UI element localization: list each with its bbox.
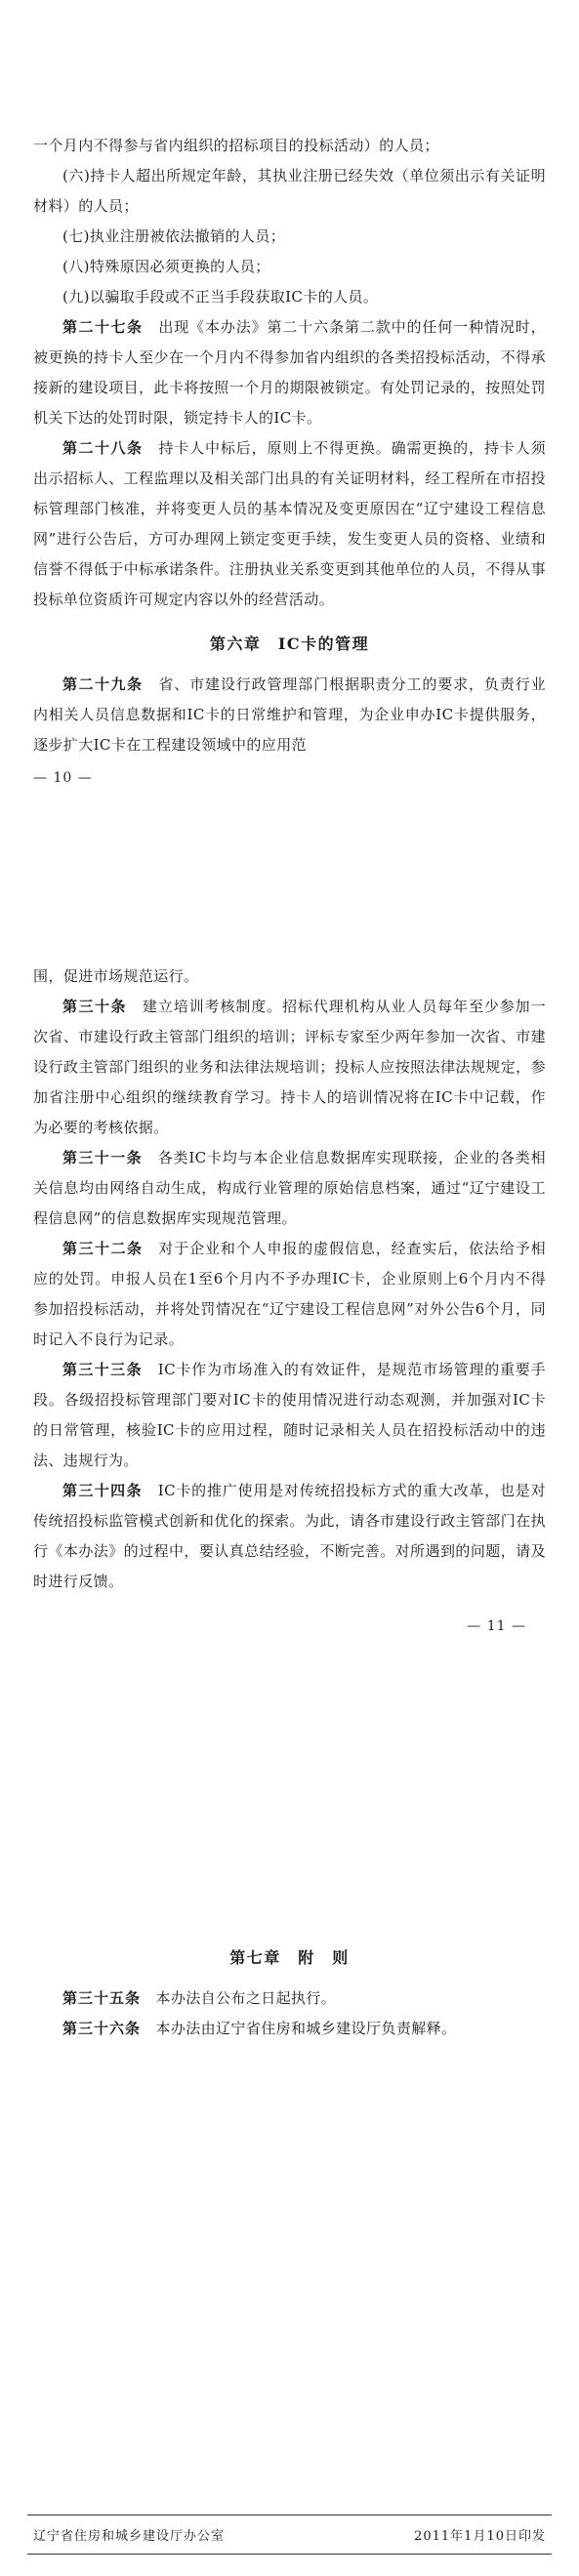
article-29-text: 省、市建设行政管理部门根据职责分工的要求，负责行业内相关人员信息数据和IC卡的日常维护和管理，为企业申办IC卡提供服务，逐步扩大IC卡在工程建设领域中的应用范 bbox=[33, 675, 546, 754]
issuing-office: 辽宁省住房和城乡建设厅办公室 bbox=[33, 2529, 226, 2544]
article-35 bbox=[33, 1983, 546, 2014]
list-item-9: (九)以骗取手段或不正当手段获取IC卡的人员。 bbox=[62, 288, 379, 306]
list-item-8: (八)特殊原因必须更换的人员； bbox=[62, 258, 270, 275]
list-item-7: (七)执业注册被依法撤销的人员； bbox=[62, 227, 286, 245]
article-36-number: 第三十六条 bbox=[62, 2020, 142, 2037]
article-33-number: 第三十三条 bbox=[62, 1361, 143, 1378]
article-32-number: 第三十二条 bbox=[62, 1240, 144, 1257]
document-page-11 bbox=[0, 847, 579, 1719]
issue-date: 2011年1月10日印发 bbox=[414, 2529, 546, 2544]
article-30-number: 第三十条 bbox=[62, 998, 128, 1015]
article-32-text: 对于企业和个人申报的虚假信息，经查实后，依法给予相应的处罚。申报人员在1至6个月内不予办理IC卡，企业原则上6个月内不得参加招投标活动，并将处罚情况在“辽宁建设工程信息网”对外公告6个月，同时记入不良行为记录。 bbox=[33, 1240, 546, 1348]
article-31-text: 各类IC卡均与本企业信息数据库实现联接，企业的各类相关信息均由网络自动生成，构成行业管理的原始信息档案，通过“辽宁建设工程信息网”的信息数据库实现规范管理。 bbox=[33, 1149, 546, 1227]
article-29 bbox=[33, 670, 546, 760]
article-29-number: 第二十九条 bbox=[62, 675, 144, 693]
article-34-number: 第三十四条 bbox=[62, 1482, 143, 1499]
page-number: — 11 — bbox=[467, 1618, 526, 1634]
paragraph-continued: 围，促进市场规范运行。 bbox=[33, 967, 199, 985]
article-34 bbox=[33, 1476, 546, 1597]
article-36 bbox=[33, 2014, 546, 2044]
list-item-6: (六)持卡人超出所规定年龄，其执业注册已经失效（单位须出示有关证明材料）的人员； bbox=[33, 167, 546, 215]
article-31-number: 第三十一条 bbox=[62, 1149, 143, 1166]
article-36-text: 本办法由辽宁省住房和城乡建设厅负责解释。 bbox=[141, 2020, 457, 2037]
document-page-10 bbox=[0, 0, 579, 847]
paragraph-continued: 一个月内不得参与省内组织的招标项目的投标活动）的人员； bbox=[33, 137, 439, 154]
article-33 bbox=[33, 1355, 546, 1476]
article-27-text: 出现《本办法》第二十六条第二款中的任何一种情况时，被更换的持卡人至少在一个月内不得参加省内组织的各类招投标活动，不得承接新的建设项目，此卡将按照一个月的期限被锁定。有处罚记录的，按照处罚机关下达的处罚时限，锁定持卡人的IC卡。 bbox=[33, 318, 546, 427]
article-31 bbox=[33, 1143, 546, 1234]
page-number: — 10 — bbox=[33, 770, 93, 786]
issuance-footer bbox=[33, 2527, 546, 2547]
footer-bottom-rule bbox=[27, 2554, 552, 2555]
chapter-6-heading: 第六章 IC卡的管理 bbox=[209, 634, 370, 653]
article-33-text: IC卡作为市场准入的有效证件，是规范市场管理的重要手段。各级招投标管理部门要对IC卡的使用情况进行动态观测，并加强对IC卡的日常管理，核验IC卡的应用过程，随时记录相关人员在招投标活动中的违法、违规行为。 bbox=[33, 1361, 546, 1469]
article-27-number: 第二十七条 bbox=[62, 318, 144, 336]
article-28 bbox=[33, 433, 546, 615]
article-32 bbox=[33, 1234, 546, 1355]
chapter-7-heading: 第七章 附 则 bbox=[229, 1948, 350, 1967]
article-28-number: 第二十八条 bbox=[62, 439, 144, 457]
article-34-text: IC卡的推广使用是对传统招投标方式的重大改革，也是对传统招投标监管模式创新和优化的探索。为此，请各市建设行政主管部门在执行《本办法》的过程中，要认真总结经验，不断完善。对所遇到的问题，请及时进行反馈。 bbox=[33, 1482, 546, 1590]
article-30-text: 建立培训考核制度。招标代理机构从业人员每年至少参加一次省、市建设行政主管部门组织的培训；评标专家至少两年参加一次省、市建设行政主管部门组织的业务和法律法规培训；投标人应按照法律法规规定，参加省注册中心组织的继续教育学习。持卡人的培训情况将在IC卡中记载，作为必要的考核依据。 bbox=[33, 998, 546, 1136]
article-35-text: 本办法自公布之日起执行。 bbox=[141, 1989, 337, 2007]
article-27 bbox=[33, 312, 546, 433]
article-35-number: 第三十五条 bbox=[62, 1989, 142, 2007]
article-28-text: 持卡人中标后，原则上不得更换。确需更换的，持卡人须出示招标人、工程监理以及相关部门出具的有关证明材料，经工程所在市招投标管理部门核准，并将变更人员的基本情况及变更原因在“辽宁建设工程信息网”进行公告后，方可办理网上锁定变更手续，发生变更人员的资格、业绩和信誉不得低于中标承诺条件。注册执业关系变更到其他单位的人员，不得从事投标单位资质许可规定内容以外的经营活动。 bbox=[33, 439, 546, 608]
article-30 bbox=[33, 992, 546, 1143]
document-page-12 bbox=[0, 1719, 579, 2576]
